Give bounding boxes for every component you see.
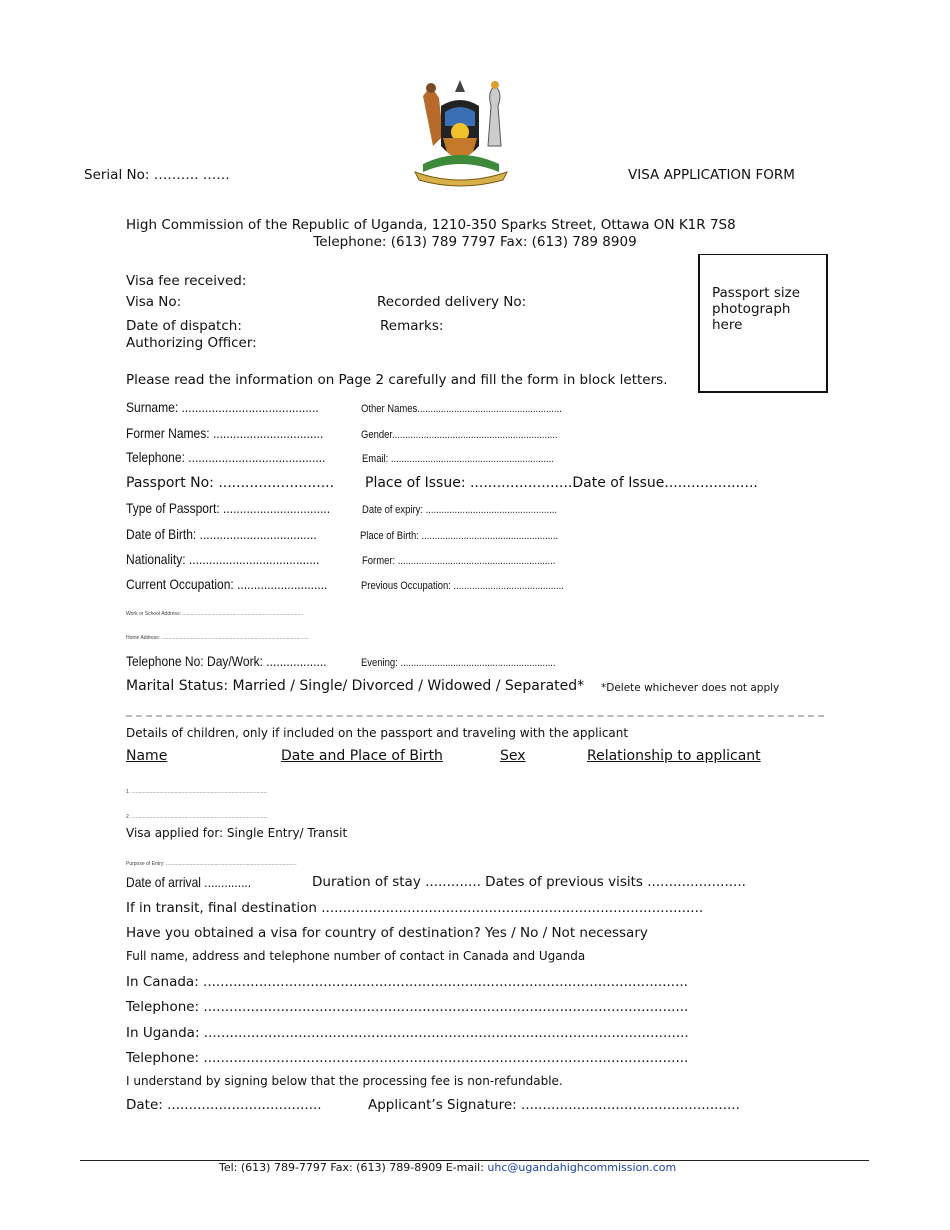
- uganda-telephone-field[interactable]: Telephone: .................................................................................................................: [126, 1050, 689, 1066]
- expiry-date-field[interactable]: Date of expiry: ..................................................: [362, 504, 558, 516]
- section-divider: [126, 715, 824, 717]
- canada-telephone-field[interactable]: Telephone: .................................................................................................................: [126, 999, 689, 1015]
- gender-field[interactable]: Gender...............................................................: [361, 429, 558, 441]
- nationality-field[interactable]: Nationality: .......................................: [126, 551, 320, 567]
- arrival-date-field[interactable]: Date of arrival ..............: [126, 874, 252, 890]
- children-header-name: Name: [126, 748, 168, 764]
- evening-telephone-field[interactable]: Evening: ...........................................................: [361, 657, 556, 669]
- recorded-delivery-label: Recorded delivery No:: [377, 294, 527, 310]
- contacts-intro: Full name, address and telephone number of contact in Canada and Uganda: [126, 949, 586, 963]
- declaration-text: I understand by signing below that the processing fee is non-refundable.: [126, 1074, 563, 1088]
- other-names-field[interactable]: Other Names.......................................................: [361, 403, 562, 415]
- applicant-signature-field[interactable]: Applicant’s Signature: ...................................................: [368, 1097, 740, 1113]
- duration-previous-visits-field[interactable]: Duration of stay ............. Dates of previous visits .......................: [312, 874, 746, 890]
- passport-type-field[interactable]: Type of Passport: ................................: [126, 500, 331, 516]
- authorizing-officer-label: Authorizing Officer:: [126, 335, 257, 351]
- place-of-birth-field[interactable]: Place of Birth: ....................................................: [360, 530, 559, 542]
- marital-note: *Delete whichever does not apply: [601, 682, 780, 694]
- photo-box-label: Passport size photograph here: [712, 285, 801, 333]
- dispatch-date-label: Date of dispatch:: [126, 318, 242, 334]
- former-nationality-field[interactable]: Former: ............................................................: [362, 555, 556, 567]
- commission-phone: Telephone: (613) 789 7797 Fax: (613) 789 8909: [313, 234, 637, 250]
- children-intro: Details of children, only if included on the passport and traveling with the applicant: [126, 726, 629, 740]
- child-line-1[interactable]: 1. ..................................................................................................: [126, 789, 268, 795]
- child-line-2[interactable]: 2. ..................................................................................................: [126, 814, 268, 820]
- serial-number: Serial No: ………. ……: [84, 167, 230, 183]
- children-header-sex: Sex: [500, 748, 526, 764]
- commission-address: High Commission of the Republic of Uganda, 1210-350 Sparks Street, Ottawa ON K1R 7S8: [126, 217, 736, 233]
- instructions: Please read the information on Page 2 carefully and fill the form in block letters.: [126, 372, 668, 388]
- former-names-field[interactable]: Former Names: .................................: [126, 425, 324, 441]
- marital-status-field[interactable]: Marital Status: Married / Single/ Divorced / Widowed / Separated*: [126, 678, 585, 694]
- canada-contact-field[interactable]: In Canada: .................................................................................................................: [126, 974, 688, 990]
- previous-occupation-field[interactable]: Previous Occupation: ..........................................: [361, 580, 564, 592]
- remarks-label: Remarks:: [380, 318, 444, 334]
- current-occupation-field[interactable]: Current Occupation: ...........................: [126, 576, 328, 592]
- footer-email-link[interactable]: uhc@ugandahighcommission.com: [487, 1161, 677, 1174]
- surname-field[interactable]: Surname: .........................................: [126, 399, 319, 415]
- uganda-contact-field[interactable]: In Uganda: .................................................................................................................: [126, 1025, 689, 1041]
- day-telephone-field[interactable]: Telephone No: Day/Work: ..................: [126, 653, 327, 669]
- footer-text: Tel: (613) 789-7797 Fax: (613) 789-8909 E-mail:: [219, 1161, 488, 1174]
- children-header-relationship: Relationship to applicant: [587, 748, 761, 764]
- footer-contact: [219, 1160, 676, 1176]
- passport-no-field[interactable]: Passport No: ..........................: [126, 475, 335, 491]
- visa-applied-for[interactable]: Visa applied for: Single Entry/ Transit: [126, 826, 348, 840]
- uganda-coat-of-arms-emblem: [403, 76, 518, 188]
- signature-date-field[interactable]: Date: ....................................: [126, 1097, 322, 1113]
- email-field[interactable]: Email: ..............................................................: [362, 453, 554, 465]
- visa-no-label: Visa No:: [126, 294, 182, 310]
- visa-fee-label: Visa fee received:: [126, 273, 247, 289]
- work-address-field[interactable]: Work or School Address: .......................................................................................: [126, 611, 304, 617]
- home-address-field[interactable]: Home Address: ..........................................................................................................: [126, 635, 309, 641]
- form-title: VISA APPLICATION FORM: [628, 167, 795, 183]
- place-date-of-issue-field[interactable]: Place of Issue: .......................Date of Issue.....................: [365, 475, 758, 491]
- children-header-birth: Date and Place of Birth: [281, 748, 443, 764]
- destination-visa-question[interactable]: Have you obtained a visa for country of destination? Yes / No / Not necessary: [126, 925, 648, 941]
- telephone-field[interactable]: Telephone: .........................................: [126, 449, 326, 465]
- final-destination-field[interactable]: If in transit, final destination .........................................................................................: [126, 900, 704, 916]
- passport-photo-box: [698, 254, 828, 393]
- date-of-birth-field[interactable]: Date of Birth: ...................................: [126, 526, 317, 542]
- purpose-of-entry-field[interactable]: Purpose of Entry: ..............................................................................................: [126, 861, 297, 867]
